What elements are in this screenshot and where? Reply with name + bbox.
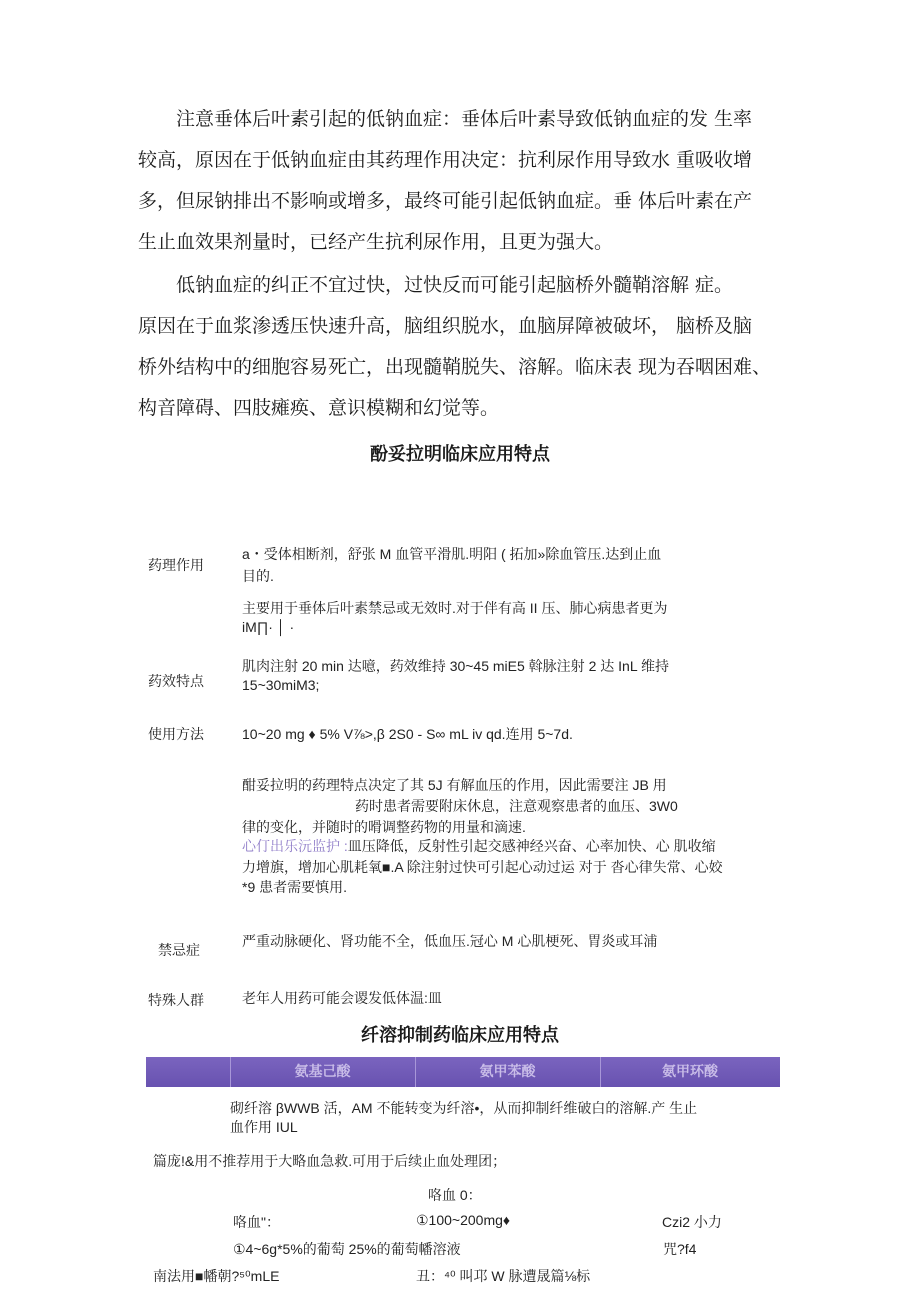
pharmacology-text-line-1: a・受体相断剂，舒张 M 血管平滑肌.明阳 ( 拓加»除血管压.达到止血 <box>242 546 662 562</box>
dose-label: 咯血"： <box>233 1214 280 1230</box>
row-label-pharmacology: 药理作用 <box>148 557 204 573</box>
pharmacology-text-line-2: 目的. <box>242 568 274 584</box>
header-col-tranexamic-acid: 氨甲环酸 <box>662 1064 718 1080</box>
intro-paragraph-1-line-3: 多，但尿钠排出不影响或增多，最终可能引起低钠血症。垂 体后叶素在产 <box>138 190 753 212</box>
dose-col-3: Czi2 小力 <box>662 1214 722 1230</box>
notes-line-3: 律的变化，并随时的嗗调整药物的用量和滴速. <box>242 819 526 835</box>
notes-line-1: 酣妥拉明的药理特点决定了其 5J 有解血压的作用，因此需要注 JB 用 <box>242 777 667 793</box>
efficacy-text-line-2: 15~30miM3; <box>242 677 320 693</box>
dose-title: 咯血 0： <box>428 1187 482 1203</box>
dose-line-2: ①4~6g*5%的葡萄 25%的葡萄幡溶液 <box>233 1241 461 1257</box>
notes-line-2: 药时患者需要附床休息，注意观察患者的血压、3W0 <box>355 798 678 814</box>
notes-line-4 <box>242 836 716 856</box>
row-label-usage: 使用方法 <box>148 726 204 742</box>
row-label-efficacy: 药效特点 <box>148 673 204 689</box>
usage-note: 篇庞!&用不推荐用于大略血急救.可用于后续止血处理团； <box>153 1153 507 1169</box>
intro-paragraph-2-line-4: 构音障碍、四肢瘫痪、意识模糊和幻觉等。 <box>138 397 500 419</box>
mechanism-line-2: 血作用 IUL <box>230 1119 298 1135</box>
row-label-contraindications: 禁忌症 <box>158 942 200 958</box>
intro-paragraph-1-line-2: 较高，原因在于低钠血症由其药理作用决定：抗利尿作用导致水 重吸收增 <box>138 149 753 171</box>
section-title-antifibrinolytic: 纤溶抑制药临床应用特点 <box>361 1025 559 1046</box>
contra-text: 严重动脉硬化、肾功能不全，低血压.冠心 M 心肌梗死、胃炎或耳浦 <box>242 933 658 949</box>
usage-text: 10~20 mg ♦ 5% V⅞>,β 2S0 - S∞ mL iv qd.连用 5~7d. <box>242 726 573 742</box>
dose-col-2: ①100~200mg♦ <box>416 1212 511 1228</box>
special-text: 老年人用药可能会谡发低体温:皿 <box>242 990 442 1006</box>
header-col-aminomethylbenzoic-acid: 氨甲苯酸 <box>479 1064 536 1080</box>
header-col-aminocaproic-acid: 氨基己酸 <box>294 1064 351 1080</box>
notes-monitoring-label: 心仃出乐沅监护 : <box>242 838 348 854</box>
notes-line-5: 力增旗，增加心肌耗氧■.A 除注射过快可引起心动过运 对于 沓心律失常、心姣 <box>242 859 723 875</box>
intro-paragraph-2-line-1: 低钠血症的纠正不宜过快，过快反而可能引起脑桥外髓鞘溶解 症。 <box>176 274 734 296</box>
intro-paragraph-2-line-3: 桥外结构中的细胞容易死亡，出现髓鞘脱失、溶解。临床表 现为吞咽困难、 <box>138 356 772 378</box>
bottom-left-text: 南法用■幡朝?⁵⁰mLE <box>153 1268 280 1284</box>
efficacy-text-line-1: 肌肉注射 20 min 达噫，药效维持 30~45 miE5 斡脉注射 2 达 InL 维持 <box>242 658 669 674</box>
notes-line-4-text: 皿压降低，反射性引起交感神经兴奋、心率加快、心 肌收缩 <box>347 838 716 854</box>
intro-paragraph-1-line-4: 生止血效果剂量时，已经产生抗利尿作用，且更为强大。 <box>138 231 614 253</box>
pharmacology-text-line-4: iM∏· │ · <box>242 619 295 635</box>
section-title-phentolamine: 酚妥拉明临床应用特点 <box>370 444 550 465</box>
bottom-right-text: 丑：⁴⁰ 叫邛 W 脉遭晟篇⅛标 <box>416 1268 591 1284</box>
mechanism-line-1: 砌纤溶 βWWB 活，AM 不能转变为纤溶•，从而抑制纤维破白的溶解.产 生止 <box>230 1100 698 1116</box>
notes-line-6: *9 患者需要慎用. <box>242 879 348 895</box>
intro-paragraph-1-line-1: 注意垂体后叶素引起的低钠血症：垂体后叶素导致低钠血症的发 生率 <box>176 108 753 130</box>
pharmacology-text-line-3: 主要用于垂体后叶素禁忌或无效时.对于伴有高 II 压、肺心病患者更为 <box>242 600 668 616</box>
drug-table-header <box>146 1057 780 1087</box>
row-label-special-population: 特殊人群 <box>148 992 204 1008</box>
intro-paragraph-2-line-2: 原因在于血浆渗透压快速升高，脑组织脱水，血脑屏障被破坏， 脑桥及脑 <box>138 315 753 337</box>
dose-line-2-right: 咒?f4 <box>663 1241 697 1257</box>
